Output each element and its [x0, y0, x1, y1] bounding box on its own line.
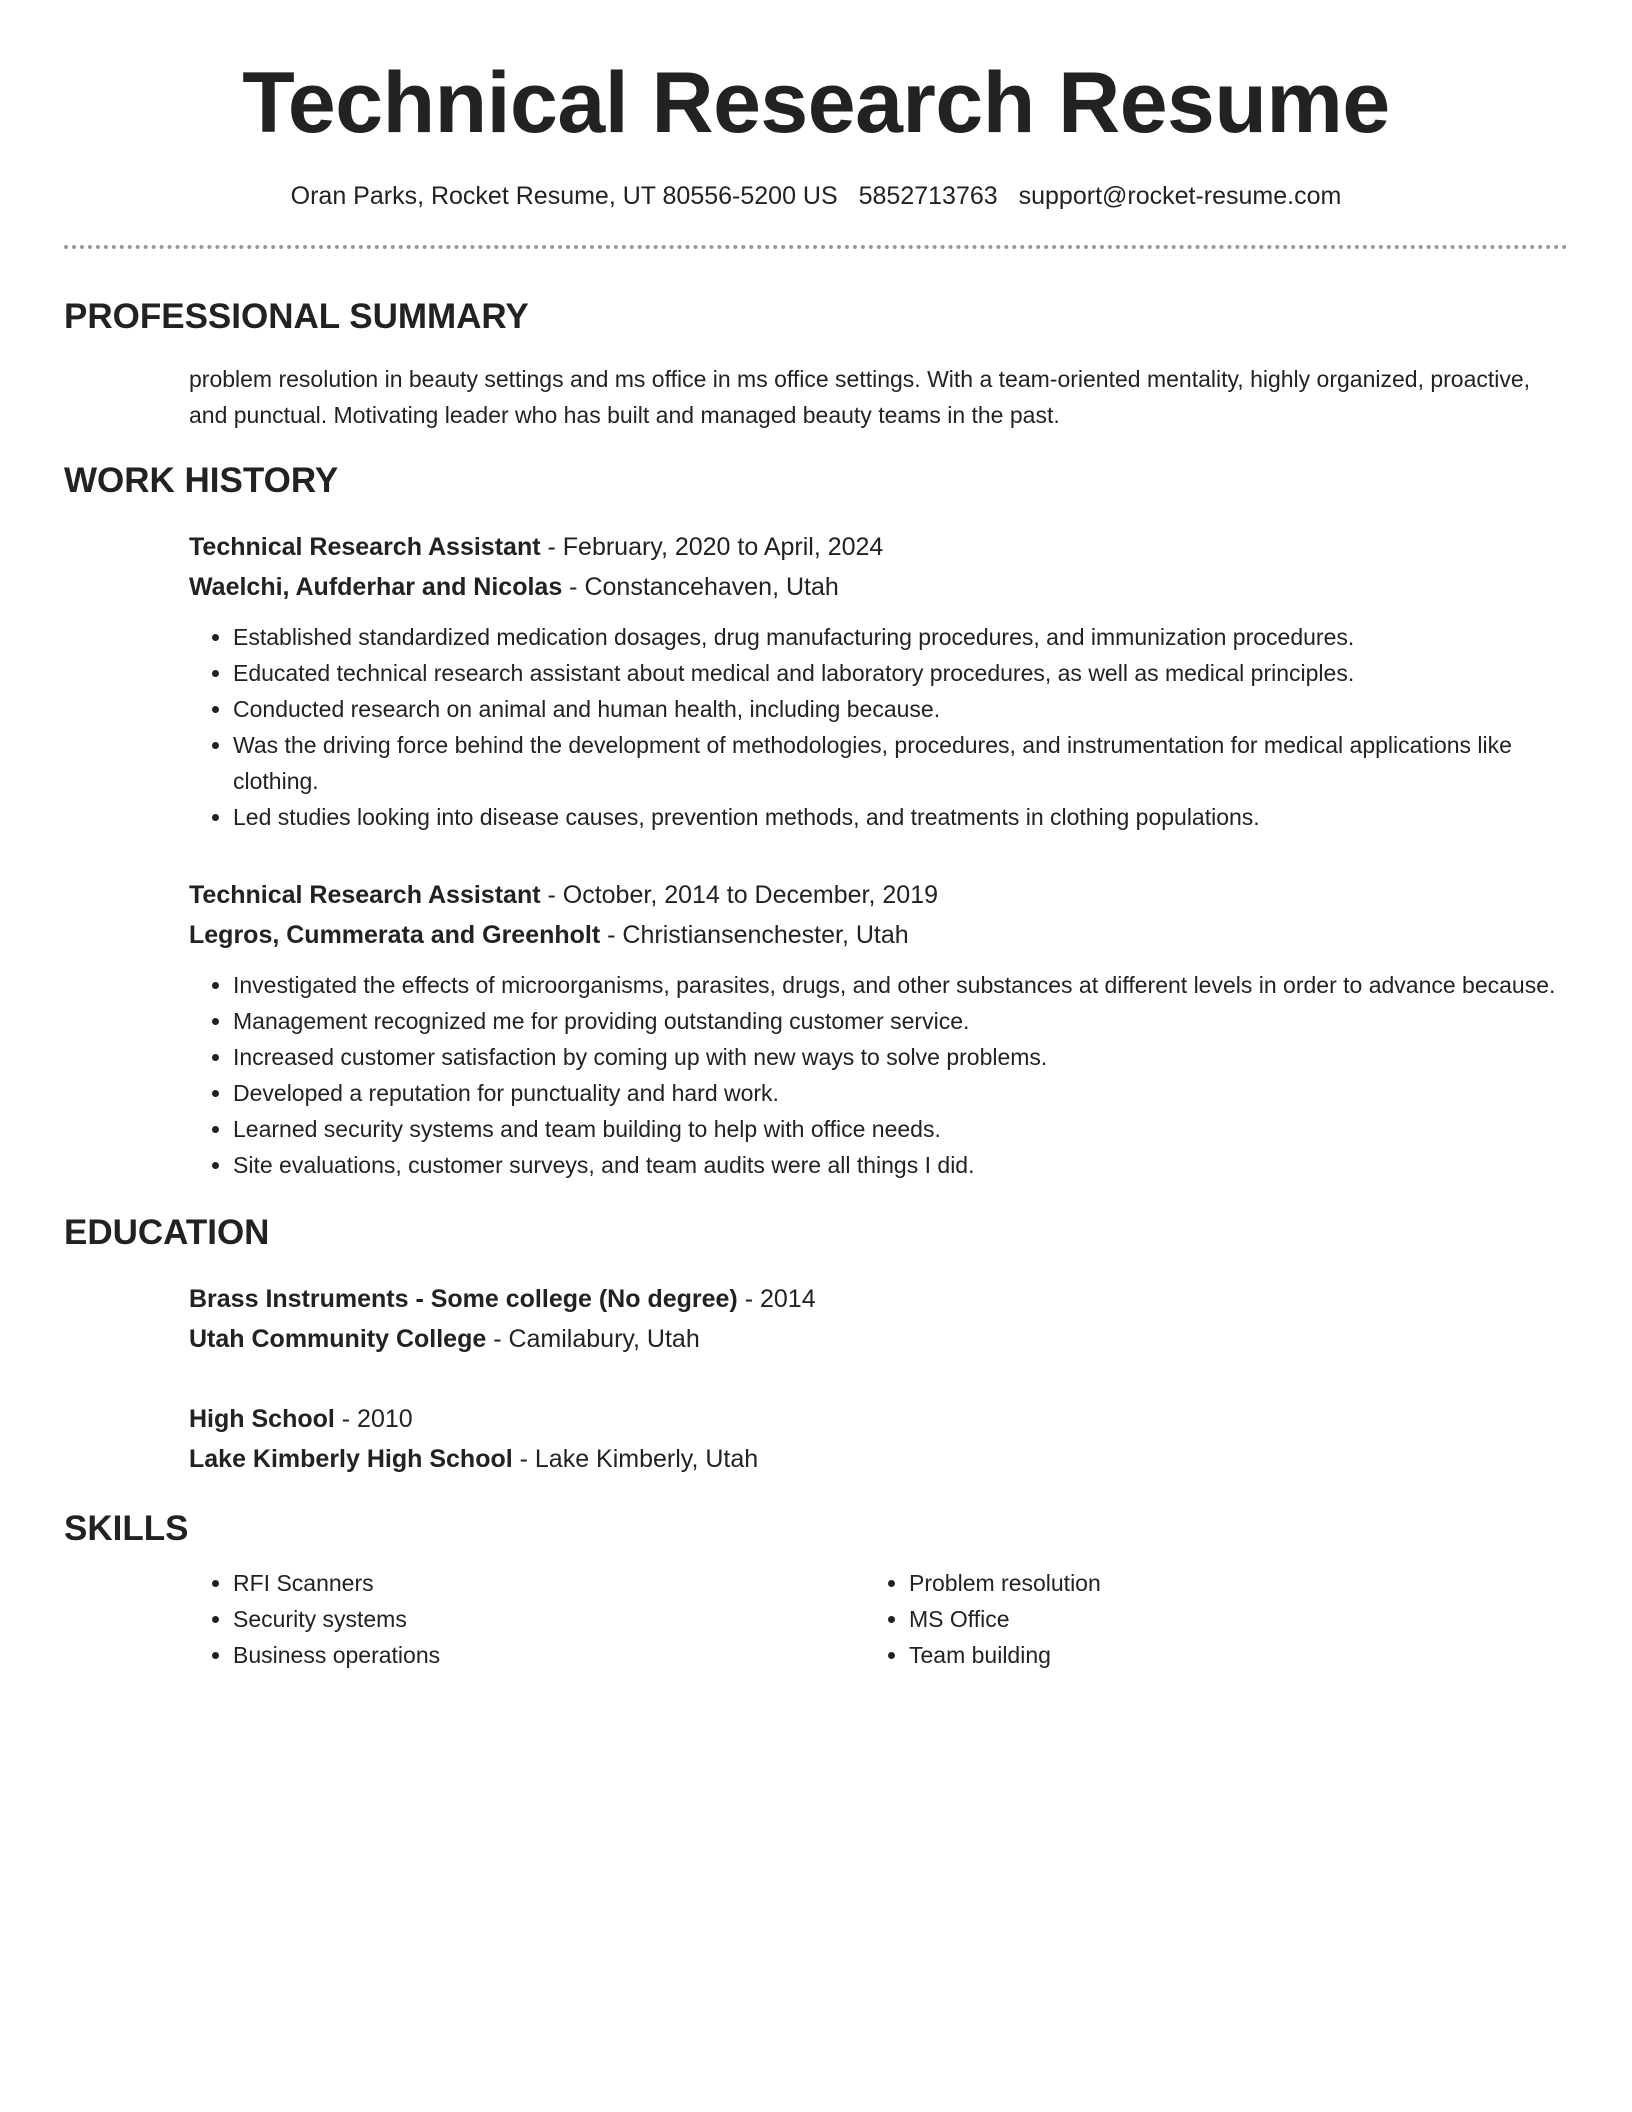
header-divider [64, 245, 1568, 249]
job-title: Technical Research Assistant [189, 532, 541, 561]
job-company-line [189, 915, 1568, 955]
skills-heading: SKILLS [64, 1508, 189, 1548]
work-history-section [64, 461, 1568, 1183]
job-bullet: • Established standardized medication dosages, drug manufacturing procedures, and immunization procedures. [233, 619, 1568, 655]
skills-grid [189, 1565, 1568, 1673]
work-history-heading: WORK HISTORY [64, 460, 339, 500]
skill-item: • MS Office [909, 1601, 1541, 1637]
job-entry [189, 875, 1568, 1183]
summary-text: problem resolution in beauty settings and ms office in ms office settings. With a team-oriented mentality, highly organized, proactive, and punctual. Motivating leader who has built and managed beauty teams in the past. [189, 365, 1531, 428]
job-bullet: • Investigated the effects of microorganisms, parasites, drugs, and other substances at different levels in order to advance because. [233, 967, 1568, 1003]
job-location: - Christiansenchester, Utah [600, 920, 909, 949]
job-bullets [189, 619, 1568, 835]
contact-address: Oran Parks, Rocket Resume, UT 80556-5200 US [290, 181, 838, 210]
job-title-line [189, 527, 1568, 567]
contact-email: support@rocket-resume.com [1018, 181, 1342, 210]
summary-section [64, 297, 1568, 433]
education-degree-line [189, 1279, 1568, 1319]
job-location: - Constancehaven, Utah [562, 572, 839, 601]
skill-item: • Team building [909, 1637, 1541, 1673]
job-bullet: • Site evaluations, customer surveys, and team audits were all things I did. [233, 1147, 1568, 1183]
job-company: Waelchi, Aufderhar and Nicolas [189, 572, 563, 601]
education-degree-line [189, 1399, 1568, 1439]
skill-item: • Business operations [233, 1637, 865, 1673]
job-title-line [189, 875, 1568, 915]
job-bullet: • Educated technical research assistant about medical and laboratory procedures, as well as medical principles. [233, 655, 1568, 691]
skills-list [189, 1565, 865, 1673]
education-section [64, 1213, 1568, 1479]
education-entry [189, 1399, 1568, 1479]
skills-column-right [865, 1565, 1541, 1673]
skill-item: • Security systems [233, 1601, 865, 1637]
job-dates: - February, 2020 to April, 2024 [540, 532, 884, 561]
resume-title: Technical Research Resume [242, 55, 1390, 151]
resume-header [64, 0, 1568, 211]
education-location: - Lake Kimberly, Utah [512, 1444, 759, 1473]
education-heading: EDUCATION [64, 1212, 270, 1252]
job-title: Technical Research Assistant [189, 880, 541, 909]
education-degree: Brass Instruments - Some college (No degree) [189, 1284, 738, 1313]
education-school: Lake Kimberly High School [189, 1444, 513, 1473]
job-bullet: • Learned security systems and team building to help with office needs. [233, 1111, 1568, 1147]
skills-column-left [189, 1565, 865, 1673]
job-dates: - October, 2014 to December, 2019 [540, 880, 939, 909]
education-school-line [189, 1439, 1568, 1479]
contact-phone: 5852713763 [858, 181, 998, 210]
job-bullet: • Was the driving force behind the development of methodologies, procedures, and instrumentation for medical applications like clothing. [233, 727, 1568, 799]
skill-item: • Problem resolution [909, 1565, 1541, 1601]
education-year: - 2014 [737, 1284, 816, 1313]
education-degree: High School [189, 1404, 335, 1433]
job-bullet: • Developed a reputation for punctuality and hard work. [233, 1075, 1568, 1111]
skills-list [865, 1565, 1541, 1673]
education-school: Utah Community College [189, 1324, 487, 1353]
job-bullets [189, 967, 1568, 1183]
job-company-line [189, 567, 1568, 607]
job-bullet: • Increased customer satisfaction by coming up with new ways to solve problems. [233, 1039, 1568, 1075]
education-year: - 2010 [334, 1404, 413, 1433]
education-entry [189, 1279, 1568, 1359]
skill-item: • RFI Scanners [233, 1565, 865, 1601]
job-bullet: • Management recognized me for providing outstanding customer service. [233, 1003, 1568, 1039]
education-school-line [189, 1319, 1568, 1359]
summary-heading: PROFESSIONAL SUMMARY [64, 296, 529, 336]
education-location: - Camilabury, Utah [486, 1324, 700, 1353]
job-bullet: • Conducted research on animal and human health, including because. [233, 691, 1568, 727]
job-company: Legros, Cummerata and Greenholt [189, 920, 601, 949]
skills-section [64, 1509, 1568, 1673]
job-bullet: • Led studies looking into disease causes, prevention methods, and treatments in clothing populations. [233, 799, 1568, 835]
job-entry [189, 527, 1568, 835]
contact-line [64, 181, 1568, 211]
